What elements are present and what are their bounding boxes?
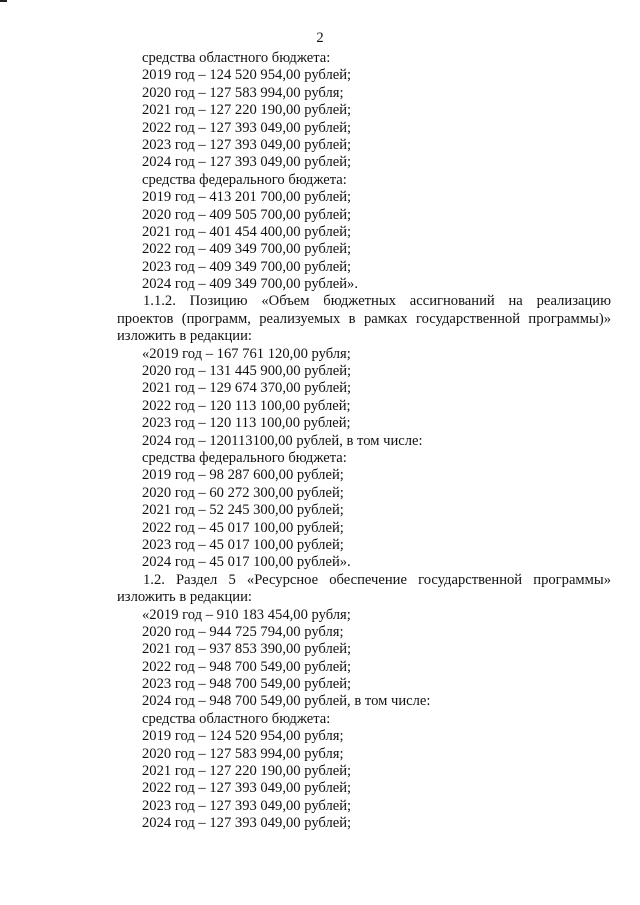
text-line: 2022 год – 120 113 100,00 рублей; — [142, 397, 351, 414]
text-line: 2020 год – 944 725 794,00 рубля; — [142, 623, 344, 640]
text-line: средства областного бюджета: — [142, 50, 331, 66]
text-line: средства областного бюджета: — [142, 710, 331, 727]
text-line: 2020 год – 409 505 700,00 рублей; — [142, 206, 352, 223]
document-body — [117, 50, 611, 833]
text-line: 2023 год – 948 700 549,00 рублей; — [142, 676, 352, 693]
text-line: 2024 год – 45 017 100,00 рублей». — [142, 554, 351, 571]
text-line: 2022 год – 127 393 049,00 рублей; — [142, 780, 352, 797]
text-line: средства федерального бюджета: — [142, 171, 347, 188]
text-line: 2024 год – 409 349 700,00 рублей». — [142, 276, 358, 293]
text-line: 2019 год – 124 520 954,00 рублей; — [142, 67, 352, 84]
text-line: 2020 год – 60 272 300,00 рублей; — [142, 484, 344, 501]
text-line: 2020 год – 127 583 994,00 рубля; — [142, 745, 344, 762]
text-line: 2019 год – 413 201 700,00 рублей; — [142, 189, 352, 206]
text-line: 2021 год – 937 853 390,00 рублей; — [142, 641, 352, 658]
text-line: 2023 год – 45 017 100,00 рублей; — [142, 536, 344, 553]
text-line: 2024 год – 127 393 049,00 рублей; — [142, 815, 352, 832]
text-line: 2022 год – 45 017 100,00 рублей; — [142, 519, 344, 536]
text-line: 2022 год – 127 393 049,00 рублей; — [142, 119, 352, 136]
text-line: изложить в редакции: — [117, 328, 252, 345]
page-number: 2 — [316, 30, 324, 46]
text-line: «2019 год – 910 183 454,00 рубля; — [142, 606, 351, 623]
text-line: 2023 год – 120 113 100,00 рублей; — [142, 415, 351, 432]
text-line: средства федерального бюджета: — [142, 449, 347, 466]
text-line: 2024 год – 120113100,00 рублей, в том числе: — [142, 432, 423, 449]
text-line: 2020 год – 127 583 994,00 рубля; — [142, 84, 344, 101]
text-line: 2021 год – 127 220 190,00 рублей; — [142, 763, 352, 780]
scan-corner-mark — [0, 0, 7, 2]
text-line: 2023 год – 127 393 049,00 рублей; — [142, 797, 352, 814]
paragraph-line: 1.1.2. Позицию «Объем бюджетных ассигнований на реализацию — [143, 293, 611, 310]
paragraph-line: 1.2. Раздел 5 «Ресурсное обеспечение государственной программы» — [143, 571, 611, 588]
text-line: изложить в редакции: — [117, 589, 252, 606]
text-line: 2024 год – 127 393 049,00 рублей; — [142, 154, 352, 171]
text-line: 2024 год – 948 700 549,00 рублей, в том числе: — [142, 693, 431, 710]
text-line: 2023 год – 409 349 700,00 рублей; — [142, 258, 352, 275]
text-line: 2020 год – 131 445 900,00 рублей; — [142, 363, 352, 380]
text-line: 2022 год – 409 349 700,00 рублей; — [142, 241, 352, 258]
text-line: 2019 год – 98 287 600,00 рублей; — [142, 467, 344, 484]
text-line: 2021 год – 129 674 370,00 рублей; — [142, 380, 352, 397]
paragraph-line: проектов (программ, реализуемых в рамках государственной программы)» — [117, 310, 611, 327]
text-line: 2021 год – 52 245 300,00 рублей; — [142, 502, 344, 519]
text-line: 2021 год – 127 220 190,00 рублей; — [142, 102, 352, 119]
text-line: 2022 год – 948 700 549,00 рублей; — [142, 658, 352, 675]
text-line: «2019 год – 167 761 120,00 рубля; — [142, 345, 351, 362]
text-line: 2019 год – 124 520 954,00 рубля; — [142, 728, 344, 745]
text-line: 2021 год – 401 454 400,00 рублей; — [142, 223, 352, 240]
text-line: 2023 год – 127 393 049,00 рублей; — [142, 136, 352, 153]
